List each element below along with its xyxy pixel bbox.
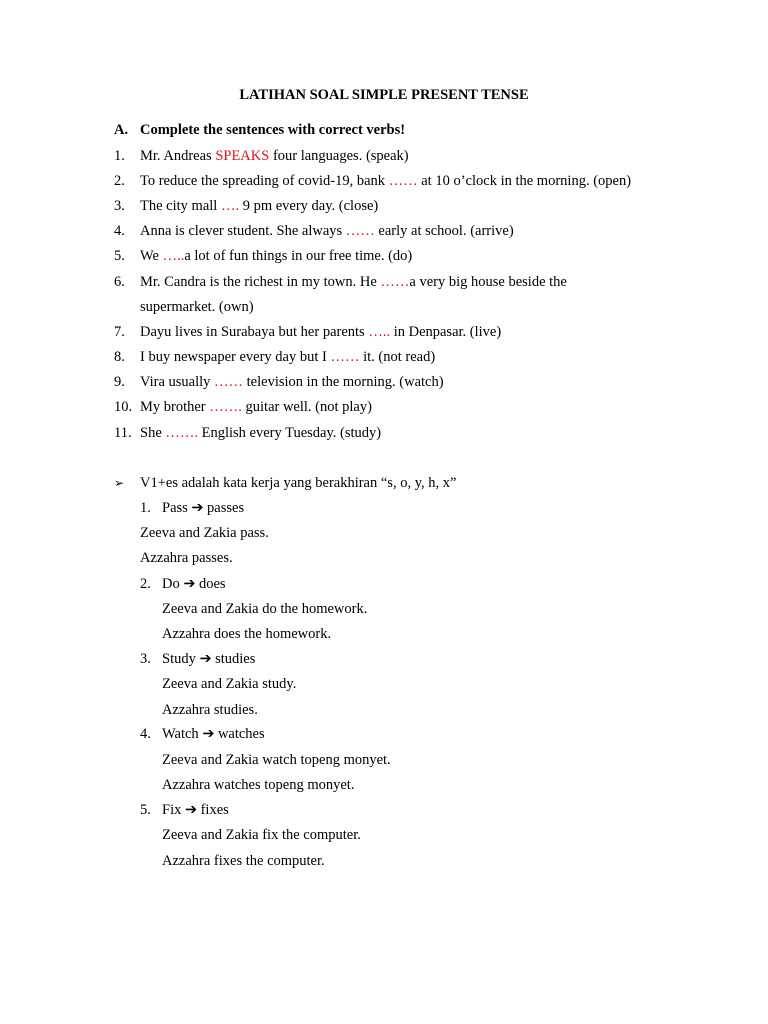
question-text bbox=[140, 397, 372, 417]
right-arrow-icon: ➔ bbox=[199, 651, 212, 667]
question-pre: Mr. Candra is the richest in my town. He bbox=[140, 274, 381, 290]
question-post: a very big house beside the bbox=[409, 274, 567, 290]
answer-blank: …… bbox=[345, 223, 375, 239]
question-text bbox=[140, 272, 567, 292]
example-rule bbox=[162, 800, 229, 820]
example-singular: Azzahra does the homework. bbox=[162, 626, 332, 642]
example-rule bbox=[162, 724, 265, 744]
answer-blank: ……. bbox=[165, 425, 198, 441]
question-pre: She bbox=[140, 425, 166, 441]
question-pre: The city mall bbox=[140, 198, 221, 214]
question-number: 2. bbox=[114, 173, 125, 189]
question-post: at 10 o’clock in the morning. (open) bbox=[417, 173, 632, 189]
example-singular: Azzahra studies. bbox=[162, 702, 258, 718]
example-number: 5. bbox=[140, 802, 151, 818]
answer-blank: ….. bbox=[162, 248, 185, 264]
question-text bbox=[140, 246, 412, 266]
question-number: 7. bbox=[114, 324, 125, 340]
question-text bbox=[140, 221, 514, 241]
example-singular: Azzahra passes. bbox=[140, 550, 233, 566]
answer-blank: …… bbox=[214, 374, 244, 390]
right-arrow-icon: ➔ bbox=[191, 500, 204, 516]
example-rule bbox=[162, 649, 255, 669]
question-number: 11. bbox=[114, 425, 132, 441]
question-post: 9 pm every day. (close) bbox=[239, 198, 379, 214]
question-pre: Mr. Andreas bbox=[140, 148, 216, 164]
question-number: 10. bbox=[114, 399, 133, 415]
section-a-heading: Complete the sentences with correct verbs! bbox=[140, 122, 406, 138]
example-singular: Azzahra watches topeng monyet. bbox=[162, 777, 355, 793]
answer-blank: …. bbox=[220, 198, 240, 214]
question-text bbox=[140, 372, 444, 392]
answer-blank: ….. bbox=[368, 324, 391, 340]
question-text bbox=[140, 347, 435, 367]
question-pre: I buy newspaper every day but I bbox=[140, 349, 331, 365]
question-pre: Dayu lives in Surabaya but her parents bbox=[140, 324, 369, 340]
example-plural: Zeeva and Zakia study. bbox=[162, 676, 297, 692]
answer-blank: …… bbox=[380, 274, 410, 290]
question-post: a lot of fun things in our free time. (do) bbox=[184, 248, 413, 264]
question-post: early at school. (arrive) bbox=[374, 223, 514, 239]
bullet-arrow-icon: ➢ bbox=[114, 476, 125, 490]
question-text bbox=[140, 171, 631, 191]
example-form: fixes bbox=[200, 802, 229, 818]
question-text bbox=[140, 196, 378, 216]
example-base: Do bbox=[162, 576, 180, 592]
example-plural: Zeeva and Zakia watch topeng monyet. bbox=[162, 752, 391, 768]
example-form: passes bbox=[207, 500, 245, 516]
question-text bbox=[140, 322, 501, 342]
answer-blank: ……. bbox=[209, 399, 242, 415]
question-pre: Vira usually bbox=[140, 374, 215, 390]
section-a-marker: A. bbox=[114, 122, 129, 138]
question-pre: Anna is clever student. She always bbox=[140, 223, 346, 239]
question-post: English every Tuesday. (study) bbox=[198, 425, 382, 441]
answer-blank: …… bbox=[388, 173, 418, 189]
question-number: 6. bbox=[114, 274, 125, 290]
example-number: 4. bbox=[140, 726, 151, 742]
right-arrow-icon: ➔ bbox=[184, 802, 198, 818]
question-number: 8. bbox=[114, 349, 125, 365]
example-base: Watch bbox=[162, 726, 199, 742]
question-number: 5. bbox=[114, 248, 125, 264]
question-text bbox=[140, 146, 409, 166]
example-rule bbox=[162, 498, 244, 518]
example-number: 3. bbox=[140, 651, 151, 667]
question-pre: We bbox=[140, 248, 163, 264]
question-post: four languages. (speak) bbox=[269, 148, 409, 164]
question-number: 4. bbox=[114, 223, 125, 239]
answer-blank: …… bbox=[330, 349, 360, 365]
page-title: LATIHAN SOAL SIMPLE PRESENT TENSE bbox=[239, 87, 529, 103]
example-base: Pass bbox=[162, 500, 188, 516]
right-arrow-icon: ➔ bbox=[183, 576, 196, 592]
question-text bbox=[140, 423, 381, 443]
example-plural: Zeeva and Zakia fix the computer. bbox=[162, 827, 361, 843]
question-number: 1. bbox=[114, 148, 125, 164]
example-plural: Zeeva and Zakia pass. bbox=[140, 525, 269, 541]
note-text: V1+es adalah kata kerja yang berakhiran “s, o, y, h, x” bbox=[140, 475, 457, 491]
question-post: in Denpasar. (live) bbox=[390, 324, 502, 340]
question-post: television in the morning. (watch) bbox=[243, 374, 444, 390]
example-base: Fix bbox=[162, 802, 182, 818]
example-number: 1. bbox=[140, 500, 151, 516]
example-number: 2. bbox=[140, 576, 151, 592]
example-form: studies bbox=[215, 651, 256, 667]
example-rule bbox=[162, 574, 226, 594]
question-pre: My brother bbox=[140, 399, 210, 415]
question-post: guitar well. (not play) bbox=[241, 399, 372, 415]
question-number: 3. bbox=[114, 198, 125, 214]
example-plural: Zeeva and Zakia do the homework. bbox=[162, 601, 368, 617]
answer-blank: SPEAKS bbox=[215, 148, 270, 164]
question-post: it. (not read) bbox=[359, 349, 436, 365]
example-base: Study bbox=[162, 651, 196, 667]
question-pre: To reduce the spreading of covid-19, bank bbox=[140, 173, 389, 189]
example-singular: Azzahra fixes the computer. bbox=[162, 853, 325, 869]
right-arrow-icon: ➔ bbox=[202, 726, 215, 742]
question-continuation: supermarket. (own) bbox=[140, 299, 254, 315]
question-number: 9. bbox=[114, 374, 125, 390]
example-form: watches bbox=[217, 726, 265, 742]
example-form: does bbox=[198, 576, 226, 592]
